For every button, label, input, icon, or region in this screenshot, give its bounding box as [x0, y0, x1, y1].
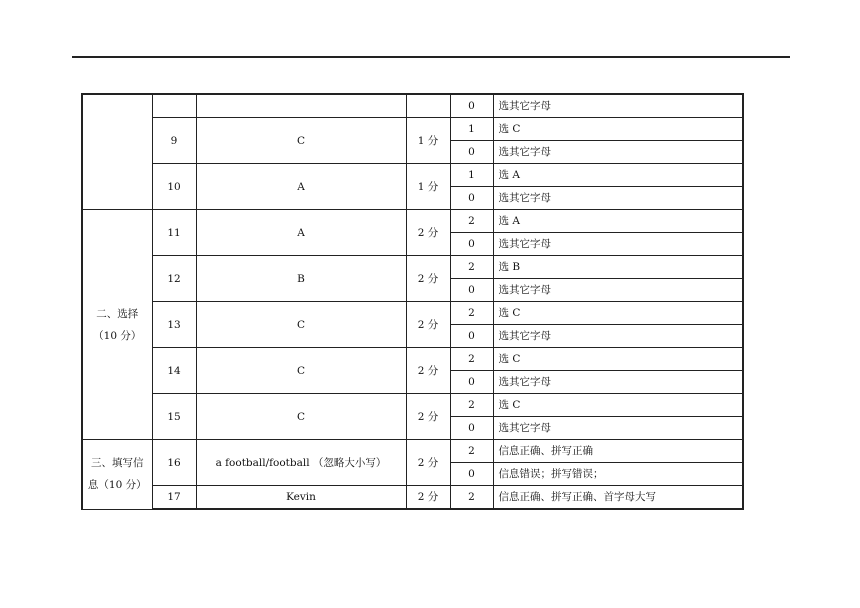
- points-cell: 2 分: [406, 210, 450, 256]
- criteria-cell: 选 A: [493, 210, 743, 233]
- question-number: [152, 94, 196, 118]
- answer-cell: C: [196, 394, 406, 440]
- section-points: （10 分）: [93, 329, 142, 342]
- question-number: 10: [152, 164, 196, 210]
- score-cell: 2: [450, 210, 493, 233]
- criteria-cell: 选其它字母: [493, 233, 743, 256]
- question-number: 11: [152, 210, 196, 256]
- table-row: [82, 94, 743, 118]
- score-cell: 2: [450, 440, 493, 463]
- score-cell: 0: [450, 187, 493, 210]
- score-cell: 1: [450, 118, 493, 141]
- answer-cell: Kevin: [196, 486, 406, 510]
- question-number: 16: [152, 440, 196, 486]
- answer-cell: C: [196, 348, 406, 394]
- table-row: [82, 164, 743, 187]
- score-cell: 2: [450, 394, 493, 417]
- points-cell: 1 分: [406, 118, 450, 164]
- table-row: [82, 486, 743, 510]
- criteria-cell: 选 C: [493, 394, 743, 417]
- score-cell: 0: [450, 371, 493, 394]
- question-number: 17: [152, 486, 196, 510]
- points-cell: 1 分: [406, 164, 450, 210]
- answer-cell: A: [196, 210, 406, 256]
- table-row: [82, 440, 743, 463]
- question-number: 13: [152, 302, 196, 348]
- score-cell: 0: [450, 141, 493, 164]
- score-cell: 0: [450, 325, 493, 348]
- answer-cell: C: [196, 302, 406, 348]
- points-cell: 2 分: [406, 440, 450, 486]
- points-cell: 2 分: [406, 348, 450, 394]
- criteria-cell: 选 C: [493, 118, 743, 141]
- score-cell: 0: [450, 233, 493, 256]
- question-number: 15: [152, 394, 196, 440]
- criteria-cell: 选其它字母: [493, 187, 743, 210]
- table-row: [82, 256, 743, 279]
- header-rule: [72, 56, 790, 58]
- score-cell: 1: [450, 164, 493, 187]
- points-cell: 2 分: [406, 486, 450, 510]
- criteria-cell: 选 A: [493, 164, 743, 187]
- score-cell: 0: [450, 463, 493, 486]
- score-cell: 2: [450, 486, 493, 510]
- points-cell: 2 分: [406, 256, 450, 302]
- criteria-cell: 选其它字母: [493, 279, 743, 302]
- points-cell: 2 分: [406, 394, 450, 440]
- criteria-cell: 信息正确、拼写正确、首字母大写: [493, 486, 743, 510]
- section-fill-cell: [82, 440, 152, 510]
- points-cell: [406, 94, 450, 118]
- answer-cell: B: [196, 256, 406, 302]
- section-points: 息（10 分）: [87, 479, 147, 492]
- section-choice-cell: [82, 210, 152, 440]
- score-cell: 0: [450, 94, 493, 118]
- answer-cell: A: [196, 164, 406, 210]
- question-number: 12: [152, 256, 196, 302]
- criteria-cell: 选其它字母: [493, 325, 743, 348]
- score-cell: 2: [450, 348, 493, 371]
- criteria-cell: 选 C: [493, 348, 743, 371]
- score-cell: 0: [450, 279, 493, 302]
- table-row: [82, 348, 743, 371]
- criteria-cell: 选其它字母: [493, 417, 743, 440]
- criteria-cell: 选其它字母: [493, 371, 743, 394]
- criteria-cell: 选其它字母: [493, 94, 743, 118]
- criteria-cell: 信息正确、拼写正确: [493, 440, 743, 463]
- criteria-cell: 选 B: [493, 256, 743, 279]
- section-cell-empty: [82, 94, 152, 210]
- table-row: [82, 118, 743, 141]
- score-cell: 2: [450, 302, 493, 325]
- points-cell: 2 分: [406, 302, 450, 348]
- question-number: 14: [152, 348, 196, 394]
- question-number: 9: [152, 118, 196, 164]
- score-cell: 0: [450, 417, 493, 440]
- table-row: [82, 302, 743, 325]
- answer-cell: C: [196, 118, 406, 164]
- criteria-cell: 选 C: [493, 302, 743, 325]
- criteria-cell: 信息错误；拼写错误；: [493, 463, 743, 486]
- scoring-table: [81, 93, 744, 510]
- answer-cell: [196, 94, 406, 118]
- answer-cell: a football/football （忽略大小写）: [196, 440, 406, 486]
- table-row: [82, 394, 743, 417]
- section-title: 二、选择: [96, 307, 139, 320]
- criteria-cell: 选其它字母: [493, 141, 743, 164]
- section-title: 三、填写信: [91, 457, 144, 470]
- table-row: [82, 210, 743, 233]
- score-cell: 2: [450, 256, 493, 279]
